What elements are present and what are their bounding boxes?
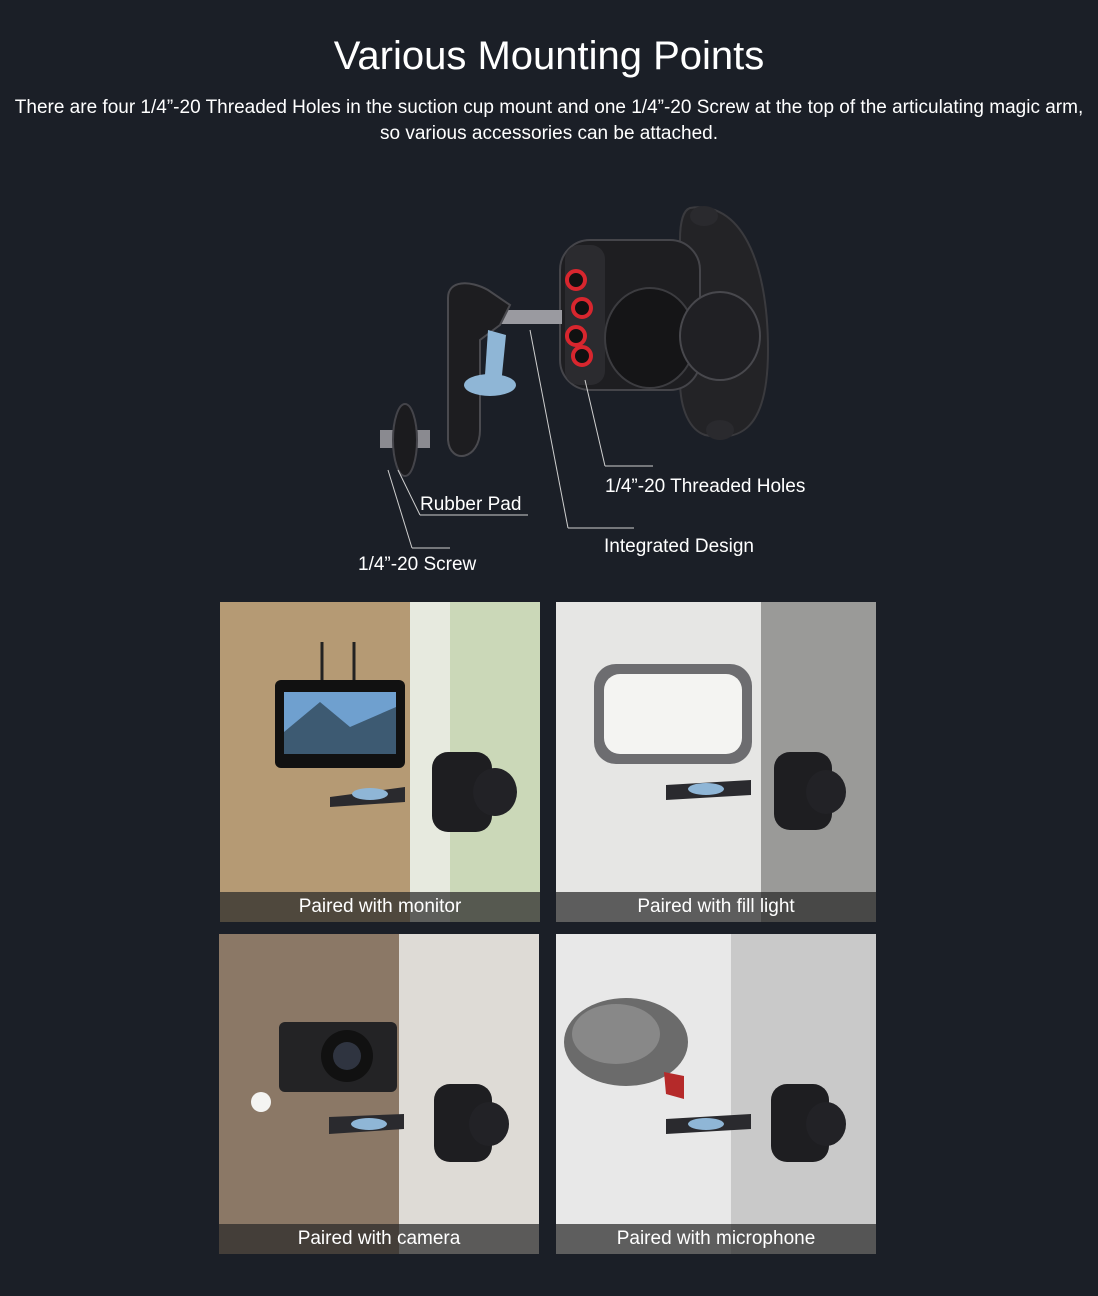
fill-light-scene-image xyxy=(556,602,876,922)
callout-integrated-design: Integrated Design xyxy=(604,536,754,557)
panel-camera xyxy=(219,934,539,1254)
callout-rubber-pad: Rubber Pad xyxy=(420,494,522,515)
product-diagram xyxy=(0,180,1098,600)
caption-fill-light: Paired with fill light xyxy=(556,892,876,922)
caption-microphone: Paired with microphone xyxy=(556,1224,876,1254)
page-title: Various Mounting Points xyxy=(333,34,765,78)
callout-threaded-holes: 1/4”-20 Threaded Holes xyxy=(605,476,806,497)
panel-fill-light xyxy=(556,602,876,922)
caption-monitor: Paired with monitor xyxy=(220,892,540,922)
panel-microphone xyxy=(556,934,876,1254)
caption-camera: Paired with camera xyxy=(219,1224,539,1254)
suction-mount-illustration xyxy=(0,180,1098,600)
monitor-scene-image xyxy=(220,602,540,922)
callout-screw: 1/4”-20 Screw xyxy=(358,554,477,575)
page-description: There are four 1/4”-20 Threaded Holes in the suction cup mount and one 1/4”-20 Screw at the top of the articulating magic arm, so various accessories can be attached. xyxy=(14,97,1084,144)
camera-scene-image xyxy=(219,934,539,1254)
panel-monitor xyxy=(220,602,540,922)
microphone-scene-image xyxy=(556,934,876,1254)
